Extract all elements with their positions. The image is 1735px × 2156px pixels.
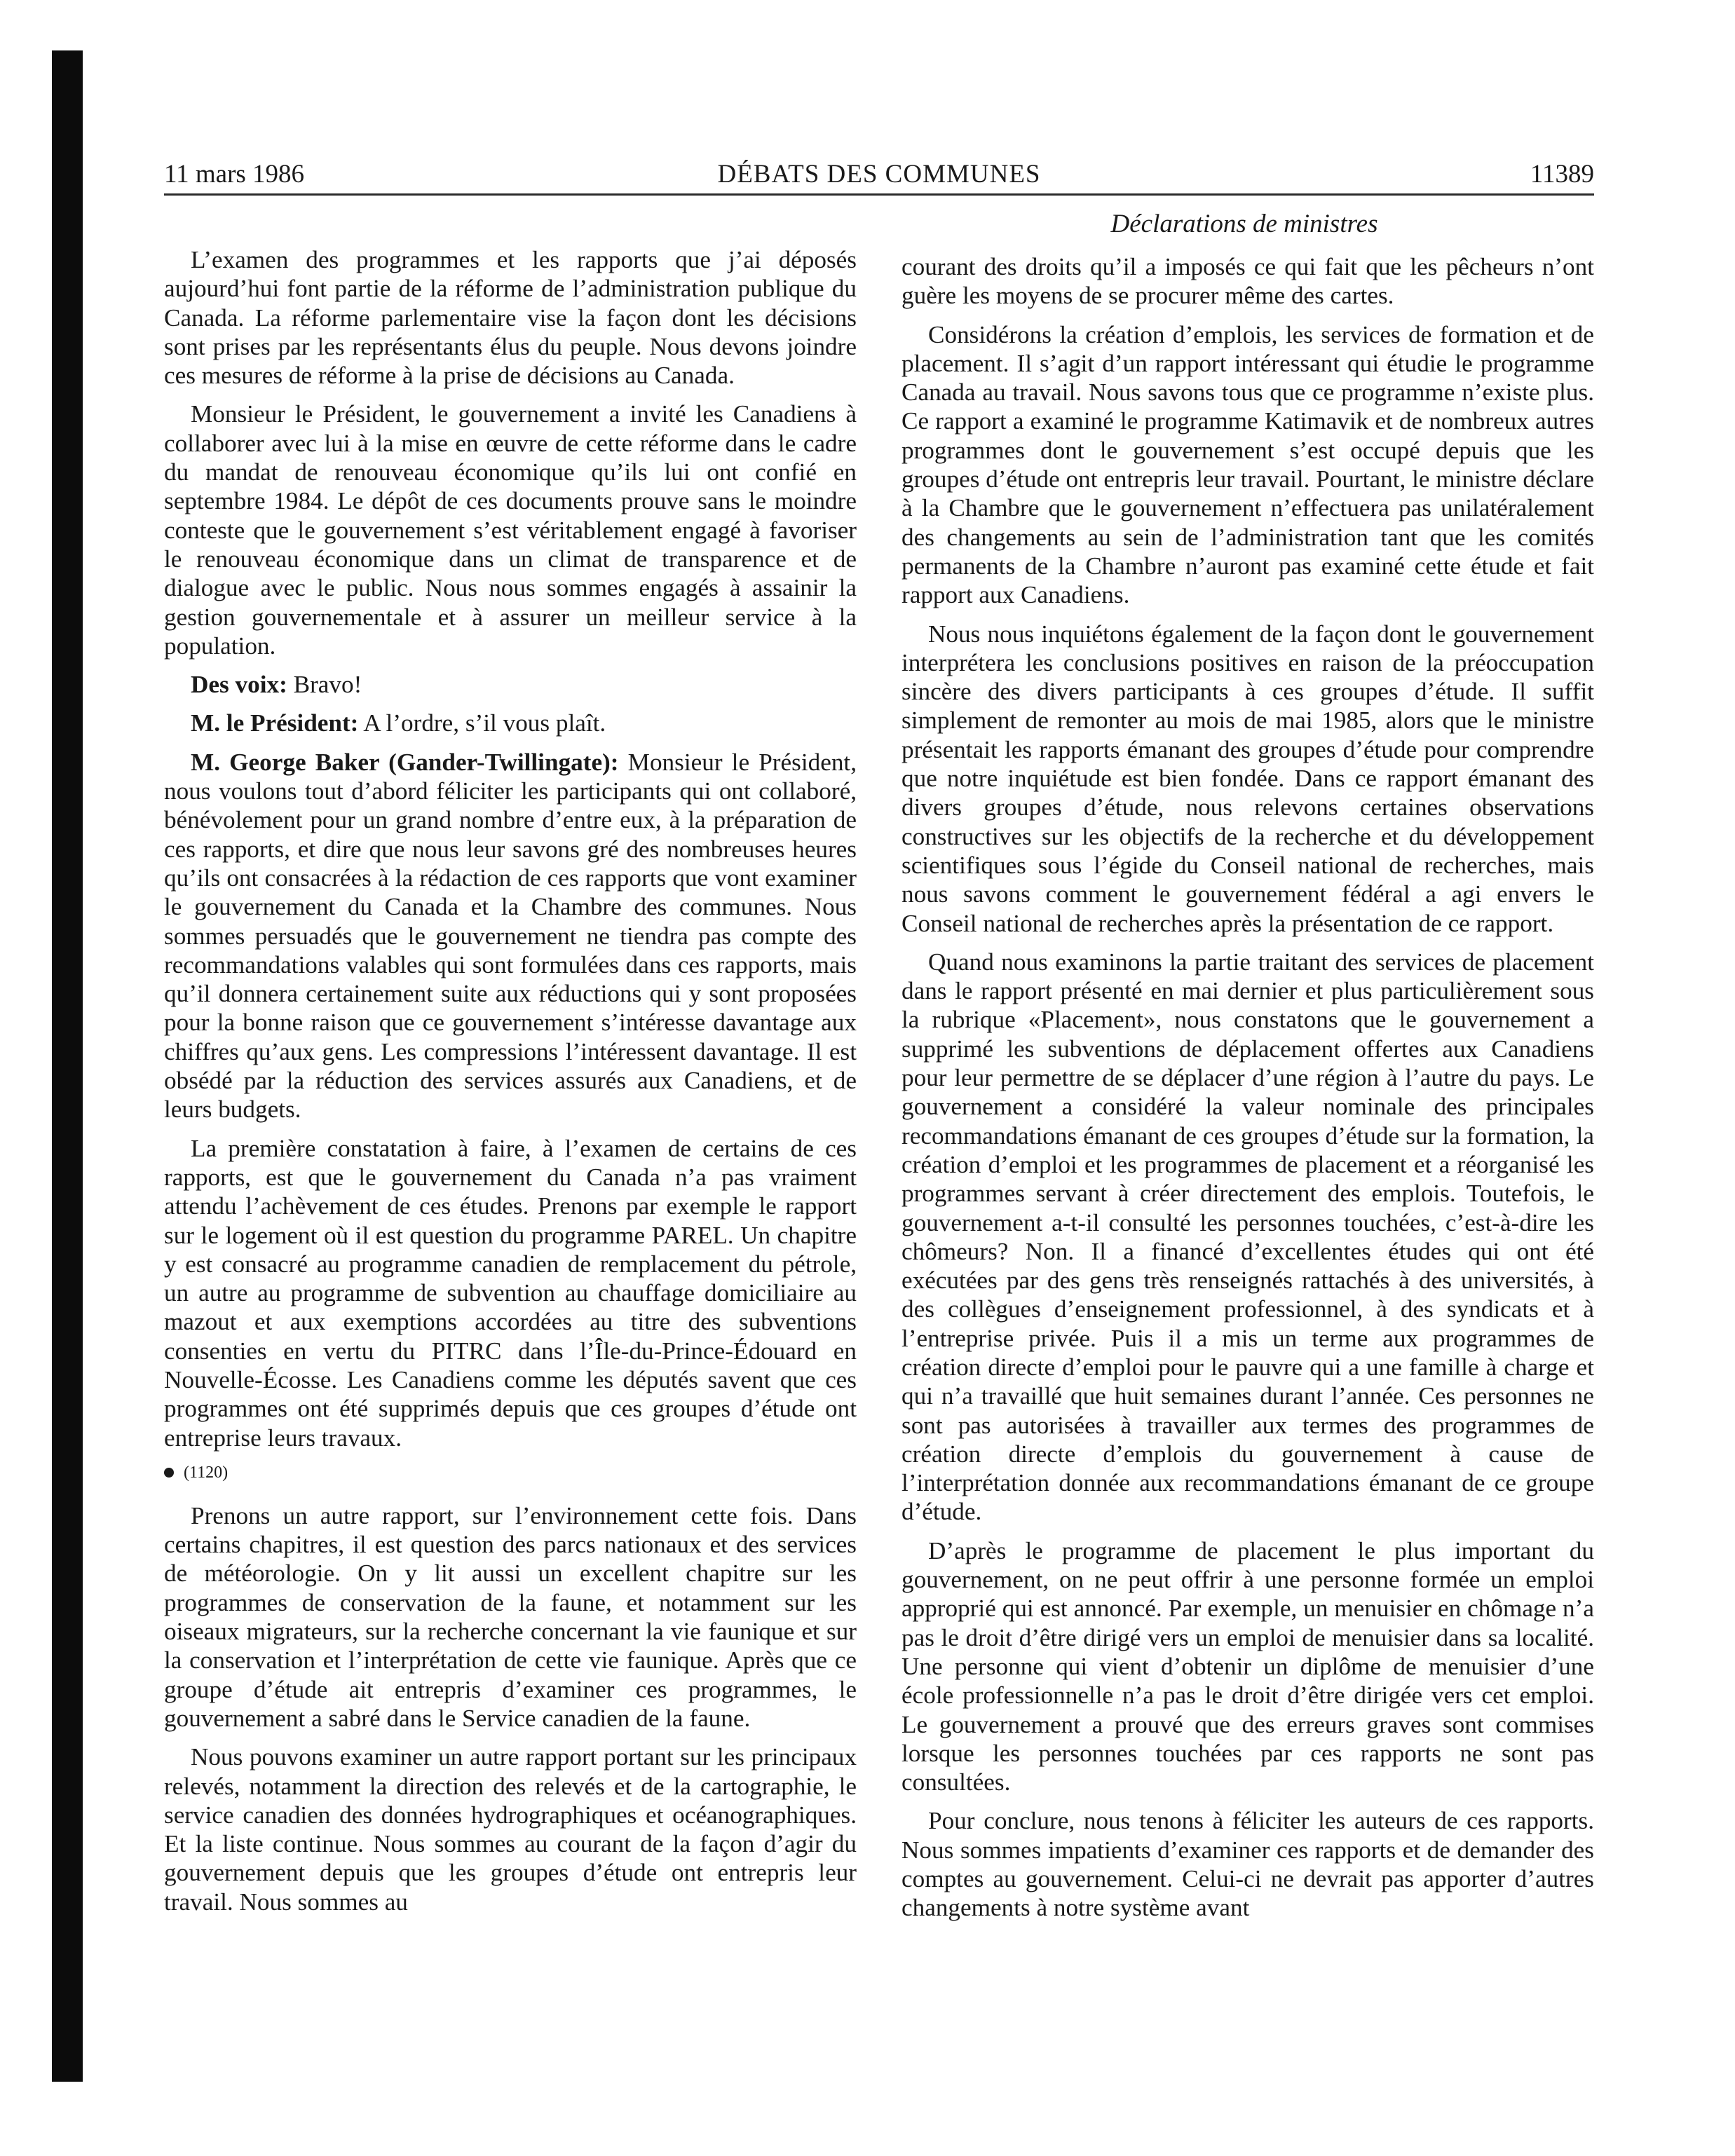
left-column — [164, 245, 857, 1926]
paragraph: courant des droits qu’il a imposés ce qui fait que les pêcheurs n’ont guère les moyens de se procurer même des cartes. — [901, 253, 1594, 310]
paragraph: Considérons la création d’emplois, les services de formation et de placement. Il s’agit d’un rapport intéressant qui étudie le programme Canada au travail. Nous savons tous que ce programme n’existe plus. Ce rapport a examiné le programme Katimavik et de nombreux autres programmes dont le gouvernement s’est occupé depuis que les groupes d’étude ont entrepris leur travail. Pourtant, le ministre déclare à la Chambre que le gouvernement n’effectuera pas unilatéralement des changements au sein de l’administration tant que les comités permanents de la Chambre n’auront pas examiné cette étude et fait rapport aux Canadiens. — [901, 320, 1594, 609]
paragraph: Nous pouvons examiner un autre rapport portant sur les principaux relevés, notamment la direction des relevés et de la cartographie, le service canadien des données hydrographiques et océanographiques. Et la liste continue. Nous sommes au courant de la façon d’agir du gouvernement depuis que les groupes d’étude ont entrepris leur travail. Nous sommes au — [164, 1743, 857, 1916]
section-title: Déclarations de ministres — [1110, 210, 1378, 238]
speaker-name: M. le Président: — [191, 709, 359, 737]
paragraph: Quand nous examinons la partie traitant des services de placement dans le rapport présenté en mai dernier et plus particulièrement sous la rubrique «Placement», nous constatons que le gouvernement a supprimé les subventions de déplacement offertes aux Canadiens pour leur permettre de se déplacer d’une région à l’autre du pays. Le gouvernement a considéré la valeur nominale des principales recommandations émanant de ces groupes d’étude sur la formation, la création d’emploi et les programmes de placement et a réorganisé les programmes servant à créer directement des emplois. Toutefois, le gouvernement a-t-il consulté les personnes touchées, c’est-à-dire les chômeurs? Non. Il a financé d’excellentes études qui ont été exécutées par des gens très renseignés rattachés à des universités, à des collègues d’enseignement professionnel, à des syndicats et à l’entreprise privée. Puis il a mis un terme aux programmes de création directe d’emploi pour le pauvre qui a une famille à charge et qui n’a travaillé que huit semaines durant l’année. Ces personnes ne sont pas autorisées à travailler aux termes des programmes de création directe d’emplois du gouvernement à cause de l’interprétation donnée aux recommandations émanant de ce groupe d’étude. — [901, 948, 1594, 1526]
paragraph: Nous nous inquiétons également de la façon dont le gouvernement interprétera les conclusions positives en raison de la préoccupation sincère des divers participants à ces groupes d’étude. Il suffit simplement de remonter au mois de mai 1985, alors que le ministre présentait les rapports émanant des groupes d’étude pour comprendre que notre inquiétude est bien fondée. Dans ce rapport émanant des divers groupes d’étude, nous relevons certaines observations constructives sur les objectifs de la recherche et du développement scientifiques sous l’égide du Conseil national de recherches, mais nous savons comment le gouvernement fédéral a agi envers le Conseil national de recherches après la présentation de ce rapport. — [901, 620, 1594, 937]
speech-text: Monsieur le Président, nous voulons tout d’abord féliciter les participants qui ont collaboré, bénévolement pour un grand nombre d’entre eux, à la préparation de ces rapports, et dire que nous leur savons gré des nombreuses heures qu’ils ont consacrées à la rédaction de ces rapports que vont examiner le gouvernement du Canada et la Chambre des communes. Nous sommes persuadés que le gouvernement ne tiendra pas compte des recommandations valables qui sont formulées dans ces rapports, mais qu’il donnera certainement suite aux réductions qui y sont proposées pour la bonne raison que ce gouvernement s’intéresse davantage aux chiffres qu’aux gens. Les compressions l’intéressent davantage. Il est obsédé par la réduction des services assurés aux Canadiens, et de leurs budgets. — [164, 748, 857, 1124]
header-title: DÉBATS DES COMMUNES — [717, 160, 1041, 189]
paragraph: Pour conclure, nous tenons à féliciter les auteurs de ces rapports. Nous sommes impatients d’examiner ces rapports et de demander des comptes au gouvernement. Celui-ci ne devrait pas apporter d’autres changements à notre système avant — [901, 1807, 1594, 1922]
paragraph: Monsieur le Président, le gouvernement a invité les Canadiens à collaborer avec lui à la mise en œuvre de cette réforme dans le cadre du mandat de renouveau économique qu’ils lui ont confié en septembre 1984. Le dépôt de ces documents prouve sans le moindre conteste que le gouvernement s’est véritablement engagé à favoriser le renouveau économique dans un climat de transparence et de dialogue avec le public. Nous nous sommes engagés à assainir la gestion gouvernementale et à assurer un meilleur service à la population. — [164, 400, 857, 660]
paragraph — [164, 709, 857, 737]
paragraph — [164, 748, 857, 1124]
paragraph: Prenons un autre rapport, sur l’environnement cette fois. Dans certains chapitres, il est question des parcs nationaux et des services de météorologie. On y lit aussi un excellent chapitre sur les programmes de conservation de la faune, et notamment sur les oiseaux migrateurs, sur la recherche concernant la vie faunique et sur la conservation et l’interprétation de cette vie faunique. Après que ce groupe d’étude ait entrepris d’examiner ces programmes, le gouvernement a sabré dans le Service canadien de la faune. — [164, 1501, 857, 1732]
right-column — [901, 252, 1594, 1932]
bullet-dot-icon — [164, 1468, 174, 1478]
page-header — [164, 156, 1594, 196]
header-date: 11 mars 1986 — [164, 160, 305, 189]
speaker-name: Des voix: — [191, 671, 287, 699]
paragraph — [164, 670, 857, 699]
paragraph: D’après le programme de placement le plus important du gouvernement, on ne peut offrir à une personne formée un emploi approprié qui est annoncé. Par exemple, un menuisier en chômage n’a pas le droit d’être dirigé vers un emploi de menuisier dans sa localité. Une personne qui vient d’obtenir un diplôme de menuisier d’une école professionnelle n’a pas le droit d’être dirigée vers cet emploi. Le gouvernement a prouvé que des erreurs graves sont commises lorsque les personnes touchées par ces rapports ne sont pas consultées. — [901, 1536, 1594, 1796]
scan-edge-bar — [52, 50, 83, 2082]
paragraph: L’examen des programmes et les rapports que j’ai déposés aujourd’hui font partie de la réforme de l’administration publique du Canada. La réforme parlementaire vise la façon dont les décisions sont prises par les représentants élus du peuple. Nous devons joindre ces mesures de réforme à la prise de décisions au Canada. — [164, 246, 857, 390]
time-marker-text: (1120) — [184, 1463, 229, 1482]
speech-text: Bravo! — [293, 671, 362, 699]
header-page-number: 11389 — [1530, 160, 1594, 189]
speaker-name: M. George Baker (Gander-Twillingate): — [191, 748, 619, 776]
speech-text: A l’ordre, s’il vous plaît. — [363, 709, 606, 737]
time-marker — [164, 1462, 857, 1483]
paragraph: La première constatation à faire, à l’examen de certains de ces rapports, est que le gouvernement du Canada n’a pas vraiment attendu l’achèvement de ces études. Prenons par exemple le rapport sur le logement où il est question du programme PAREL. Un chapitre y est consacré au programme canadien de remplacement du pétrole, un autre au programme de subvention au chauffage domiciliaire au mazout et aux exemptions accordées au titre des subventions consenties en vertu du PITRC dans l’Île-du-Prince-Édouard en Nouvelle-Écosse. Les Canadiens comme les députés savent que ces programmes ont été supprimés depuis que ces groupes d’étude ont entreprise leurs travaux. — [164, 1134, 857, 1452]
